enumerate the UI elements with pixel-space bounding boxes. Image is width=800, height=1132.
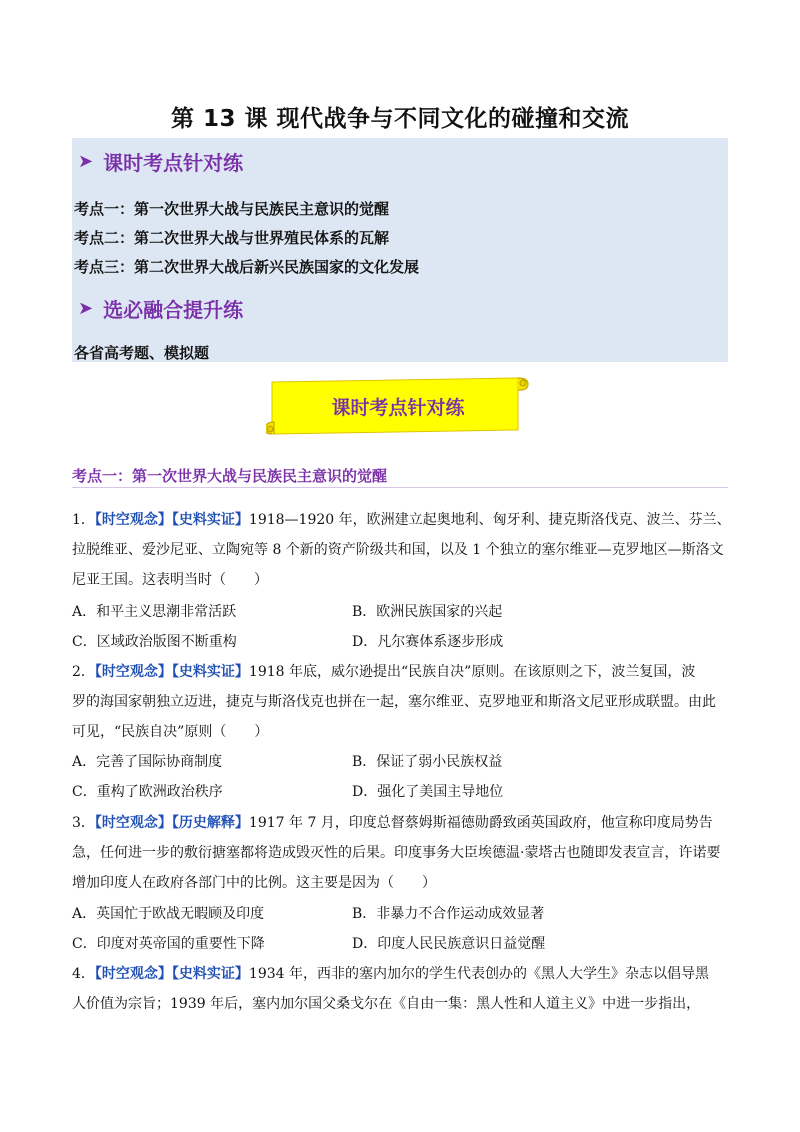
question-3-line-1 <box>72 813 732 833</box>
question-text: 1918—1920 年，欧洲建立起奥地利、匈牙利、捷克斯洛伐克、波兰、芬兰、 <box>248 512 731 528</box>
question-text: 1918 年底，威尔逊提出“民族自决”原则。在该原则之下，波兰复国，波 <box>248 664 696 680</box>
question-1-option-a: A．和平主义思潮非常活跃 <box>72 604 237 620</box>
question-tag: 【时空观念】 <box>94 815 172 831</box>
question-tag: 【史料实证】 <box>171 512 249 528</box>
question-number: 4． <box>72 966 95 982</box>
overview-point-1: 考点一：第一次世界大战与民族民主意识的觉醒 <box>74 200 390 218</box>
question-number: 3． <box>72 815 95 831</box>
question-tag: 【历史解释】 <box>171 815 249 831</box>
arrow-right-icon: ➤ <box>78 297 94 319</box>
question-3-line-2: 急，任何进一步的敷衍搪塞都将造成毁灭性的后果。印度事务大臣埃德温·蒙塔古也随即发表宣言，许诺要 <box>72 845 721 861</box>
question-number: 1． <box>72 512 95 528</box>
question-2-option-b: B．保证了弱小民族权益 <box>352 754 503 770</box>
question-text: 1917 年 7 月，印度总督蔡姆斯福德勋爵致函英国政府，他宣称印度局势告 <box>248 815 713 831</box>
question-3-option-c: C．印度对英帝国的重要性下降 <box>72 936 265 952</box>
question-text: 1934 年，西非的塞内加尔的学生代表创办的《黑人大学生》杂志以倡导黑 <box>248 966 709 982</box>
topic-heading: 考点一：第一次世界大战与民族民主意识的觉醒 <box>72 467 388 485</box>
question-3-option-b: B．非暴力不合作运动成效显著 <box>352 906 545 922</box>
overview-section2-note: 各省高考题、模拟题 <box>74 344 210 362</box>
question-number: 2． <box>72 664 95 680</box>
overview-point-3: 考点三：第二次世界大战后新兴民族国家的文化发展 <box>74 258 420 276</box>
question-3-line-3: 增加印度人在政府各部门中的比例。这主要是因为（ ） <box>72 875 436 891</box>
question-1-option-d: D．凡尔赛体系逐步形成 <box>352 634 504 650</box>
question-tag: 【时空观念】 <box>94 966 172 982</box>
overview-point-2: 考点二：第二次世界大战与世界殖民体系的瓦解 <box>74 229 390 247</box>
overview-panel <box>72 138 728 362</box>
overview-section2-heading <box>78 291 243 325</box>
overview-section1-label: 课时考点针对练 <box>103 150 244 175</box>
overview-section2-label: 选必融合提升练 <box>103 297 244 322</box>
question-2-option-a: A．完善了国际协商制度 <box>72 754 223 770</box>
question-2-option-c: C．重构了欧洲政治秩序 <box>72 784 223 800</box>
question-1-option-c: C．区域政治版图不断重构 <box>72 634 237 650</box>
overview-section1-heading <box>78 144 243 178</box>
question-1-option-b: B．欧洲民族国家的兴起 <box>352 604 503 620</box>
question-tag: 【时空观念】 <box>94 512 172 528</box>
section-banner <box>266 374 530 438</box>
question-4-line-2: 人价值为宗旨；1939 年后，塞内加尔国父桑戈尔在《自由一集：黑人性和人道主义》中进一步指出， <box>72 996 701 1012</box>
question-tag: 【史料实证】 <box>171 966 249 982</box>
question-tag: 【史料实证】 <box>171 664 249 680</box>
question-2-option-d: D．强化了美国主导地位 <box>352 784 504 800</box>
topic-underline <box>72 487 728 488</box>
arrow-right-icon: ➤ <box>78 150 94 172</box>
question-2-line-2: 罗的海国家朝独立迈进，捷克与斯洛伐克也拼在一起，塞尔维亚、克罗地亚和斯洛文尼亚形成联盟。由此 <box>72 694 716 710</box>
question-1-line-3: 尼亚王国。这表明当时（ ） <box>72 572 268 588</box>
question-3-option-d: D．印度人民民族意识日益觉醒 <box>352 936 546 952</box>
banner-label: 课时考点针对练 <box>331 396 465 419</box>
question-1-line-2: 拉脱维亚、爱沙尼亚、立陶宛等 8 个新的资产阶级共和国，以及 1 个独立的塞尔维亚—克罗地区—斯洛文 <box>72 542 724 558</box>
question-tag: 【时空观念】 <box>94 664 172 680</box>
question-1-line-1 <box>72 510 732 530</box>
question-2-line-3: 可见，“民族自决”原则（ ） <box>72 724 269 740</box>
question-3-option-a: A．英国忙于欧战无暇顾及印度 <box>72 906 265 922</box>
question-4-line-1 <box>72 964 732 984</box>
page-title: 第 13 课 现代战争与不同文化的碰撞和交流 <box>170 106 630 132</box>
question-2-line-1 <box>72 662 732 682</box>
